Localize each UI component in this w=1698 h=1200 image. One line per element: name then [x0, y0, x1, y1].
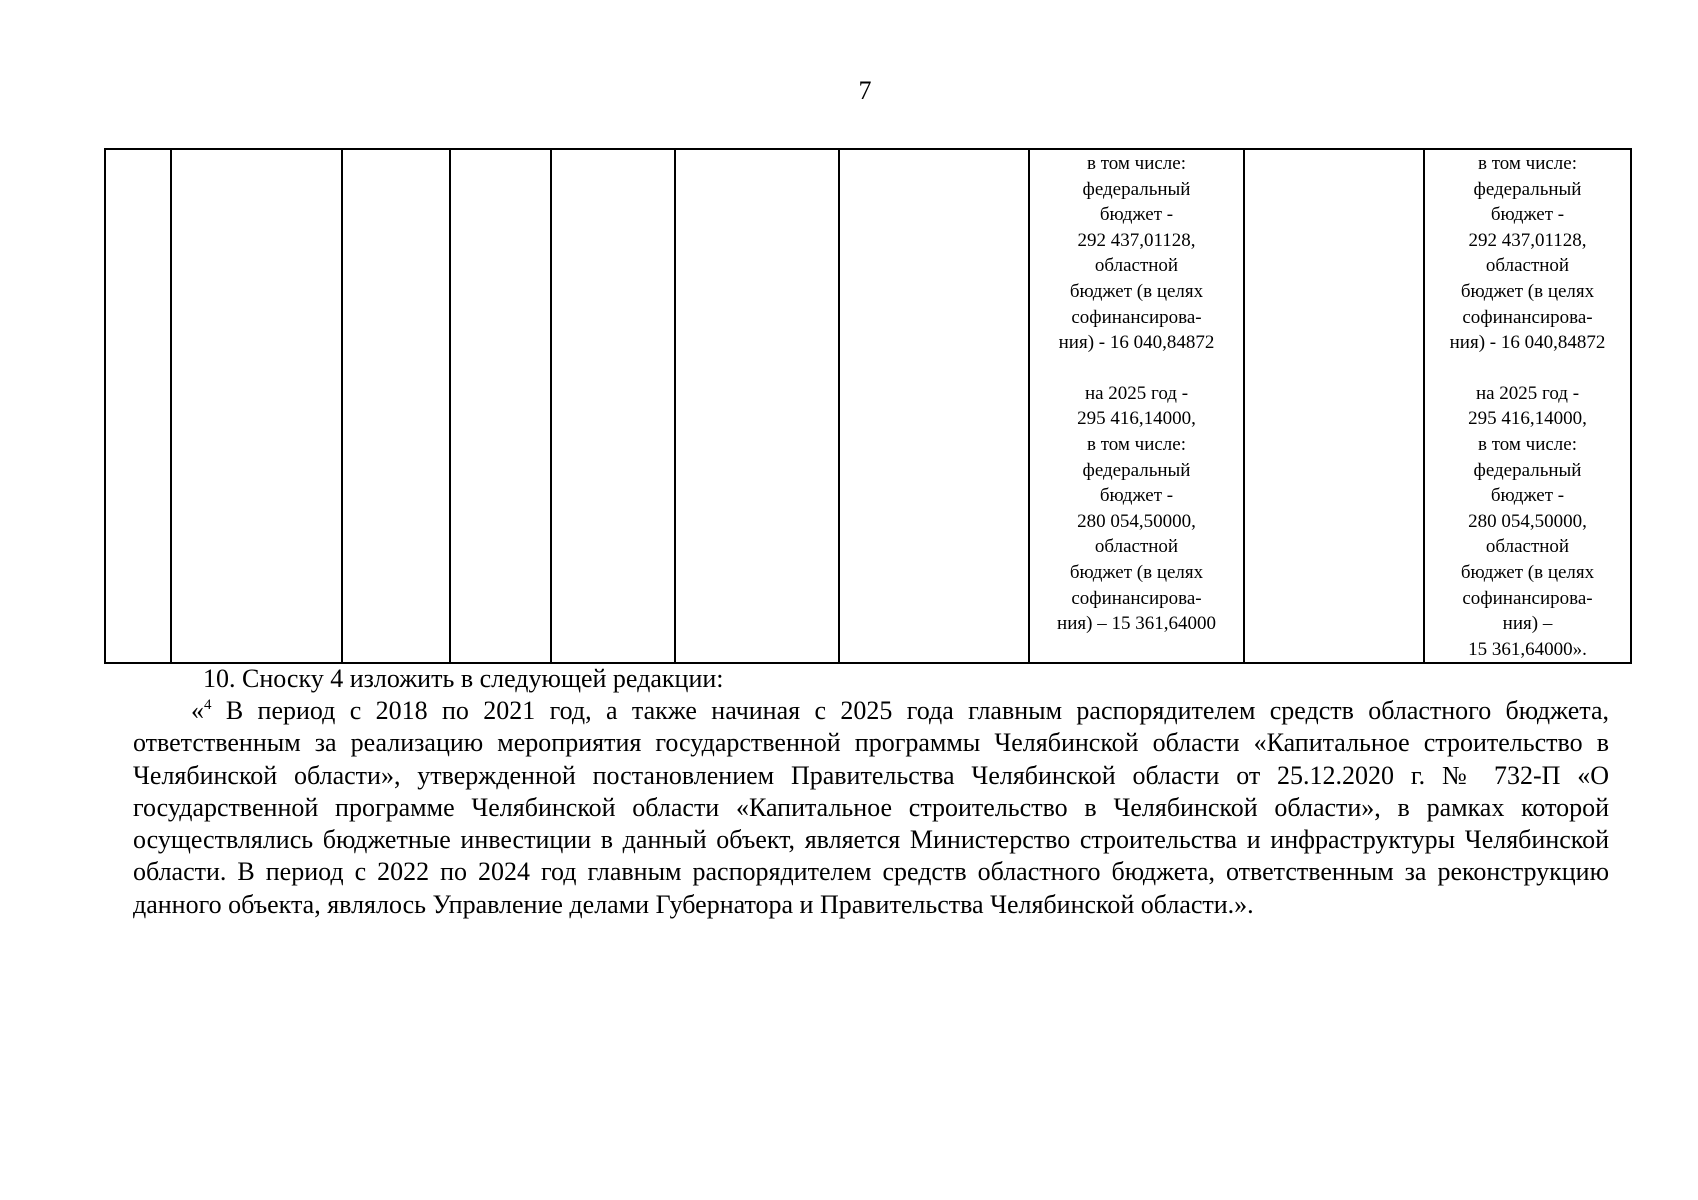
cell-line: ния) –	[1502, 613, 1553, 635]
table-cell-funding-before	[1029, 149, 1244, 663]
footnote-text	[133, 695, 1609, 921]
cell-line: областной	[1485, 255, 1570, 277]
cell-line: софинансирова-	[1071, 306, 1202, 328]
cell-line: бюджет (в целях	[1069, 561, 1204, 583]
cell-line: 15 361,64000».	[1468, 638, 1587, 660]
cell-line: федеральный	[1082, 178, 1191, 200]
cell-line: на 2025 год -	[1084, 382, 1189, 404]
cell-line: ния) - 16 040,84872	[1449, 332, 1606, 354]
table-cell-empty	[551, 149, 675, 663]
cell-line: бюджет (в целях	[1460, 561, 1595, 583]
cell-line: федеральный	[1082, 459, 1191, 481]
footnote-body: В период с 2018 по 2021 год, а также начиная с 2025 года главным распорядителем средств областного бюджета, ответственным за реализацию мероприятия государственной программы Челябинской области «Капитальное строительство в Челябинской области», утвержденной постановлением Правительства Челябинской области от 25.12.2020 г. № 732-П «О государственной программе Челябинской области «Капитальное строительство в Челябинской области», в рамках которой осуществлялись бюджетные инвестиции в данный объект, является Министерство строительства и инфраструктуры Челябинской области. В период с 2022 по 2024 год главным распорядителем средств областного бюджета, ответственным за реконструкцию данного объекта, являлось Управление делами Губернатора и Правительства Челябинской области.».	[133, 696, 1609, 919]
footnote-mark: 4	[204, 697, 212, 713]
cell-line: софинансирова-	[1071, 587, 1202, 609]
cell-line: в том числе:	[1477, 153, 1578, 174]
cell-line: федеральный	[1473, 178, 1582, 200]
table-cell-empty	[675, 149, 839, 663]
cell-line: в том числе:	[1477, 433, 1578, 455]
budget-table	[104, 148, 1632, 664]
page-number: 7	[858, 76, 872, 105]
cell-line: областной	[1094, 536, 1179, 558]
table-row	[105, 149, 1631, 663]
amendment-heading: 10. Сноску 4 изложить в следующей редакции:	[203, 664, 724, 693]
cell-line: бюджет -	[1099, 204, 1174, 226]
cell-line: бюджет -	[1490, 485, 1565, 507]
table-cell-empty	[171, 149, 342, 663]
cell-line: софинансирова-	[1462, 587, 1593, 609]
cell-line: 295 416,14000,	[1468, 408, 1587, 430]
table-cell-empty	[450, 149, 551, 663]
cell-line: на 2025 год -	[1475, 382, 1580, 404]
cell-line: 292 437,01128,	[1468, 229, 1587, 251]
cell-line: софинансирова-	[1462, 306, 1593, 328]
cell-line: 280 054,50000,	[1468, 510, 1587, 532]
table-cell-empty	[342, 149, 450, 663]
cell-line: 280 054,50000,	[1077, 510, 1196, 532]
cell-line: бюджет -	[1490, 204, 1565, 226]
cell-line: бюджет (в целях	[1069, 280, 1204, 302]
cell-line: бюджет (в целях	[1460, 280, 1595, 302]
cell-line: областной	[1485, 536, 1570, 558]
table-cell-empty	[1244, 149, 1424, 663]
cell-line: ния) - 16 040,84872	[1058, 332, 1215, 354]
cell-line: 295 416,14000,	[1077, 408, 1196, 430]
table-cell-empty	[839, 149, 1029, 663]
cell-line: бюджет -	[1099, 485, 1174, 507]
cell-line: в том числе:	[1086, 433, 1187, 455]
cell-line: 292 437,01128,	[1077, 229, 1196, 251]
cell-line: в том числе:	[1086, 153, 1187, 174]
cell-line: областной	[1094, 255, 1179, 277]
opening-quote: «	[191, 696, 204, 725]
table-cell-funding-after	[1424, 149, 1631, 663]
table-cell-empty	[105, 149, 171, 663]
cell-line: федеральный	[1473, 459, 1582, 481]
cell-line: ния) – 15 361,64000	[1057, 613, 1216, 635]
